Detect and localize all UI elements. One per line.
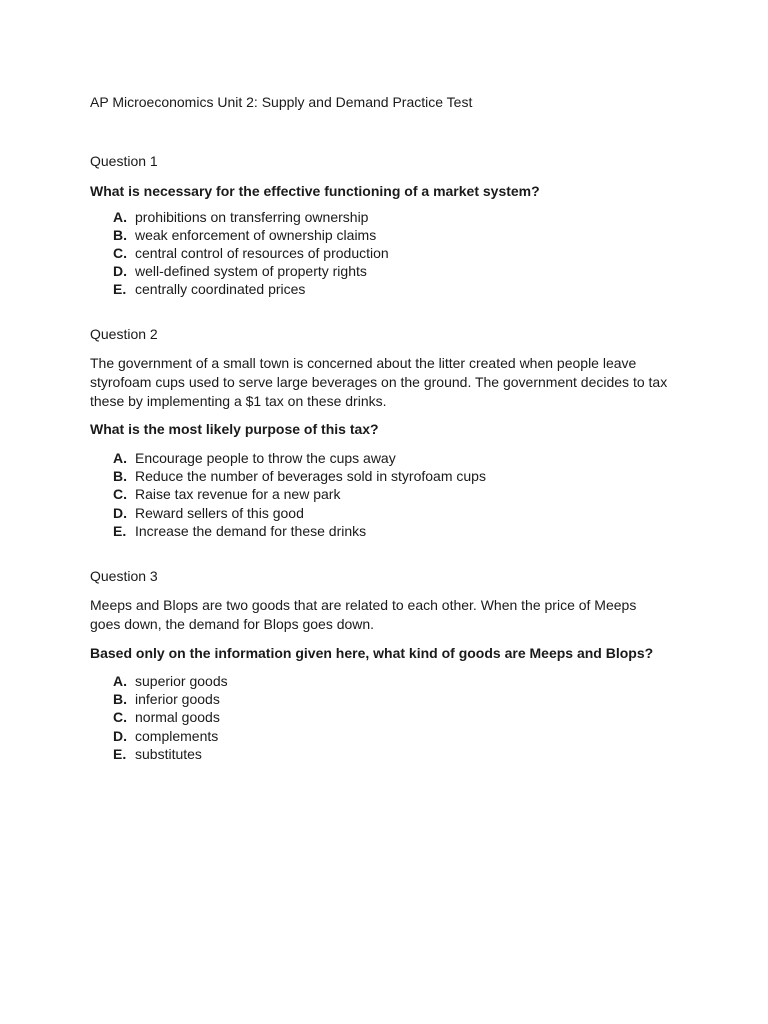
answer-choice-a bbox=[113, 449, 768, 467]
answer-choice-a bbox=[113, 672, 768, 690]
answer-choice-b bbox=[113, 467, 768, 485]
choice-letter: C. bbox=[113, 244, 127, 261]
question-stem: Meeps and Blops are two goods that are related to each other. When the price of Meeps goes down, the demand for Blops goes down. bbox=[90, 596, 637, 633]
choice-letter: D. bbox=[113, 263, 127, 280]
choice-letter: E. bbox=[113, 281, 127, 298]
choice-text: Increase the demand for these drinks bbox=[135, 522, 367, 539]
answer-choice-e bbox=[113, 280, 768, 298]
choice-letter: A. bbox=[113, 449, 127, 466]
document-title: AP Microeconomics Unit 2: Supply and Demand Practice Test bbox=[90, 94, 473, 110]
choice-text: inferior goods bbox=[135, 691, 220, 708]
choice-text: well-defined system of property rights bbox=[135, 263, 367, 280]
answer-choice-c bbox=[113, 244, 768, 262]
choice-letter: C. bbox=[113, 486, 127, 503]
choice-letter: D. bbox=[113, 504, 127, 521]
question-heading: Question 3 bbox=[90, 567, 158, 584]
answer-choice-b bbox=[113, 690, 768, 708]
answer-choices bbox=[90, 208, 768, 299]
choice-letter: A. bbox=[113, 673, 127, 690]
answer-choice-b bbox=[113, 226, 768, 244]
choice-letter: A. bbox=[113, 208, 127, 225]
question-heading: Question 1 bbox=[90, 153, 158, 169]
question-prompt: What is the most likely purpose of this tax? bbox=[90, 421, 379, 438]
choice-text: Reward sellers of this good bbox=[135, 504, 304, 521]
question-2 bbox=[90, 325, 768, 540]
choice-letter: E. bbox=[113, 745, 127, 762]
choice-text: central control of resources of production bbox=[135, 244, 389, 261]
choice-text: complements bbox=[135, 727, 219, 744]
choice-text: prohibitions on transferring ownership bbox=[135, 208, 369, 225]
answer-choice-c bbox=[113, 485, 768, 503]
choice-letter: B. bbox=[113, 226, 127, 243]
choice-text: Reduce the number of beverages sold in styrofoam cups bbox=[135, 468, 486, 485]
answer-choice-e bbox=[113, 522, 768, 540]
choice-letter: D. bbox=[113, 727, 127, 744]
answer-choice-a bbox=[113, 208, 768, 226]
answer-choice-d bbox=[113, 262, 768, 280]
choice-text: Encourage people to throw the cups away bbox=[135, 449, 396, 466]
answer-choice-d bbox=[113, 504, 768, 522]
choice-letter: E. bbox=[113, 522, 127, 539]
question-heading: Question 2 bbox=[90, 325, 158, 342]
choice-letter: B. bbox=[113, 468, 127, 485]
question-stem: The government of a small town is concerned about the litter created when people leave styrofoam cups used to serve large beverages on the ground. The government decides to tax these by implementing a $1 tax on these drinks. bbox=[90, 354, 668, 410]
question-3 bbox=[90, 567, 768, 763]
choice-text: superior goods bbox=[135, 673, 228, 690]
question-prompt: Based only on the information given here, what kind of goods are Meeps and Blops? bbox=[90, 644, 654, 661]
question-prompt: What is necessary for the effective functioning of a market system? bbox=[90, 183, 540, 199]
choice-text: normal goods bbox=[135, 709, 220, 726]
choice-letter: B. bbox=[113, 691, 127, 708]
choice-letter: C. bbox=[113, 709, 127, 726]
choice-text: weak enforcement of ownership claims bbox=[135, 226, 377, 243]
choice-text: substitutes bbox=[135, 745, 202, 762]
answer-choice-c bbox=[113, 708, 768, 726]
choice-text: centrally coordinated prices bbox=[135, 281, 306, 298]
answer-choices bbox=[90, 672, 768, 763]
answer-choice-d bbox=[113, 727, 768, 745]
question-1 bbox=[90, 152, 768, 299]
answer-choice-e bbox=[113, 745, 768, 763]
answer-choices bbox=[90, 449, 768, 540]
choice-text: Raise tax revenue for a new park bbox=[135, 486, 341, 503]
